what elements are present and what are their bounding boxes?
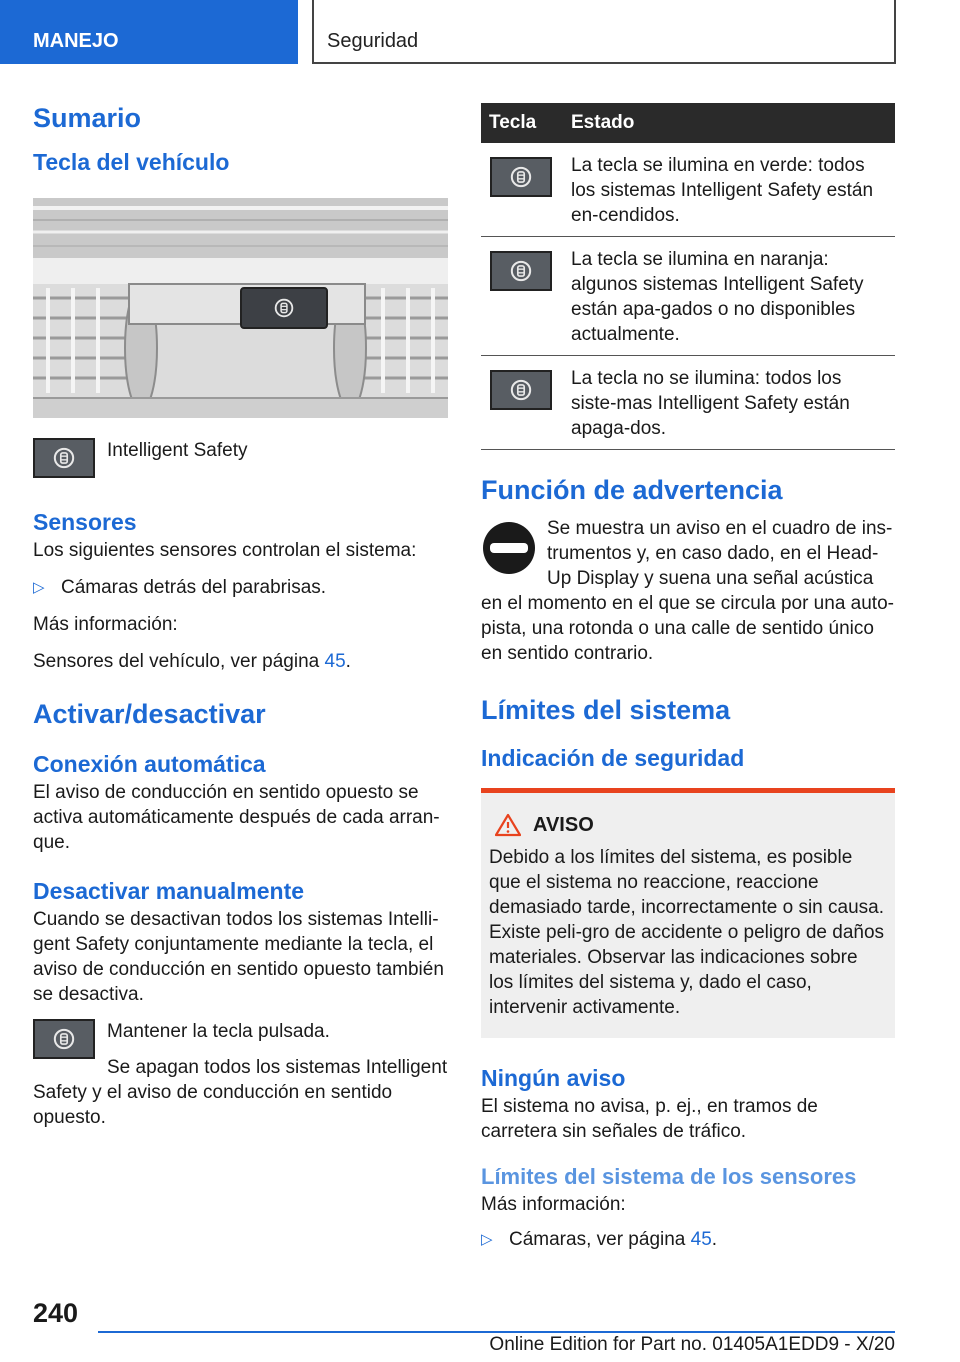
key-state-table bbox=[481, 103, 895, 450]
table-row bbox=[481, 237, 895, 356]
table-row bbox=[481, 356, 895, 450]
limits-title: Límites del sistema bbox=[481, 695, 731, 725]
key-caption-row bbox=[33, 438, 448, 478]
intelligent-safety-key-icon bbox=[33, 438, 95, 478]
list-item-text: Cámaras detrás del parabrisas. bbox=[61, 577, 327, 598]
auto-title: Conexión automática bbox=[33, 751, 266, 777]
hold-key-row bbox=[33, 1019, 448, 1059]
sensors-title: Sensores bbox=[33, 509, 137, 535]
left-column bbox=[33, 96, 448, 1130]
warning-header bbox=[495, 813, 887, 837]
col-header-state: Estado bbox=[563, 103, 895, 143]
key-orange-icon bbox=[490, 251, 552, 291]
period: . bbox=[711, 1229, 718, 1250]
no-warning-text: El sistema no avisa, p. ej., en tramos de carretera sin señales de tráfico. bbox=[481, 1096, 818, 1142]
chapter-title-box bbox=[312, 0, 896, 64]
more-info-label: Más información: bbox=[481, 1194, 626, 1215]
vehicle-key-title: Tecla del vehículo bbox=[33, 149, 230, 175]
page-number: 240 bbox=[33, 1298, 79, 1328]
chapter-tab[interactable] bbox=[0, 0, 298, 64]
list-item bbox=[33, 575, 448, 600]
chapter-title: Seguridad bbox=[327, 30, 419, 52]
more-info-label: Más información: bbox=[33, 614, 178, 635]
state-cell: La tecla se ilumina en verde: todos los sistemas Intelligent Safety están en-cendidos. bbox=[563, 143, 895, 237]
no-warning-title: Ningún aviso bbox=[481, 1065, 626, 1091]
table-row bbox=[481, 143, 895, 237]
manual-text: Cuando se desactivan todos los sistemas Intelli-gent Safety conjuntamente mediante la tecla, el aviso de conducción en sentido opuesto también se desactiva. bbox=[33, 909, 444, 1005]
cameras-text: Cámaras, ver página bbox=[509, 1229, 691, 1250]
sensor-limits-title: Límites del sistema de los sensores bbox=[481, 1164, 857, 1189]
warning-box bbox=[481, 788, 895, 1038]
warning-function-block bbox=[481, 516, 895, 666]
manual-title: Desactivar manualmente bbox=[33, 878, 305, 904]
vehicle-key-photo bbox=[33, 198, 448, 418]
key-off-icon bbox=[490, 370, 552, 410]
hold-text: Mantener la tecla pulsada. bbox=[107, 1021, 330, 1042]
summary-title: Sumario bbox=[33, 103, 142, 133]
triangle-bullet-icon: ▷ bbox=[481, 1231, 493, 1248]
warning-triangle-icon bbox=[495, 813, 521, 837]
warning-label: AVISO bbox=[533, 813, 594, 836]
state-cell: La tecla se ilumina en naranja: algunos sistemas Intelligent Safety están apa-gados o no disponibles actualmente. bbox=[563, 237, 895, 356]
section-label: MANEJO bbox=[33, 30, 119, 52]
sensors-reference: Sensores del vehículo, ver página 45. bbox=[33, 651, 351, 672]
no-entry-icon bbox=[481, 520, 537, 576]
footer-divider bbox=[98, 1331, 895, 1333]
off-text: Se apagan todos los sistemas Intelligent Safety y el aviso de conducción en sentido opuesto. bbox=[33, 1057, 448, 1128]
col-header-key: Tecla bbox=[481, 103, 563, 143]
triangle-bullet-icon: ▷ bbox=[33, 579, 45, 596]
footer-edition: Online Edition for Part no. 01405A1EDD9 - X/20 bbox=[489, 1334, 895, 1355]
sensors-list bbox=[33, 575, 448, 600]
intelligent-safety-key-icon bbox=[33, 1019, 95, 1059]
warning-function-text: Se muestra un aviso en el cuadro de ins-trumentos y, en caso dado, en el Head-Up Display y suena una señal acústica en el momento en el que se circula por una auto-pista, una rotonda o una calle de sentido único en sentido contrario. bbox=[481, 518, 894, 664]
key-green-icon bbox=[490, 157, 552, 197]
key-caption: Intelligent Safety bbox=[107, 440, 248, 461]
activate-title: Activar/desactivar bbox=[33, 699, 266, 729]
warning-function-title: Función de advertencia bbox=[481, 475, 783, 505]
right-column bbox=[481, 103, 895, 1252]
auto-text: El aviso de conducción en sentido opuesto se activa automáticamente después de cada arran-que. bbox=[33, 782, 440, 853]
sensors-intro: Los siguientes sensores controlan el sistema: bbox=[33, 540, 417, 561]
page-link-45[interactable]: 45 bbox=[324, 651, 346, 672]
cameras-list bbox=[481, 1227, 895, 1252]
safety-title: Indicación de seguridad bbox=[481, 745, 745, 771]
state-cell: La tecla no se ilumina: todos los siste-mas Intelligent Safety están apaga-dos. bbox=[563, 356, 895, 450]
page-link-45[interactable]: 45 bbox=[690, 1229, 712, 1250]
warning-text: Debido a los límites del sistema, es posible que el sistema no reaccione, reaccione demasiado tarde, incorrectamente o sin causa. Existe peli-gro de accidente o peligro de daños materiales. Observar las indicaciones sobre los límites del sistema y, dado el caso, intervenir activamente. bbox=[489, 847, 885, 1018]
sensors-ref-text: Sensores del vehículo, ver página bbox=[33, 651, 325, 672]
list-item bbox=[481, 1227, 895, 1252]
